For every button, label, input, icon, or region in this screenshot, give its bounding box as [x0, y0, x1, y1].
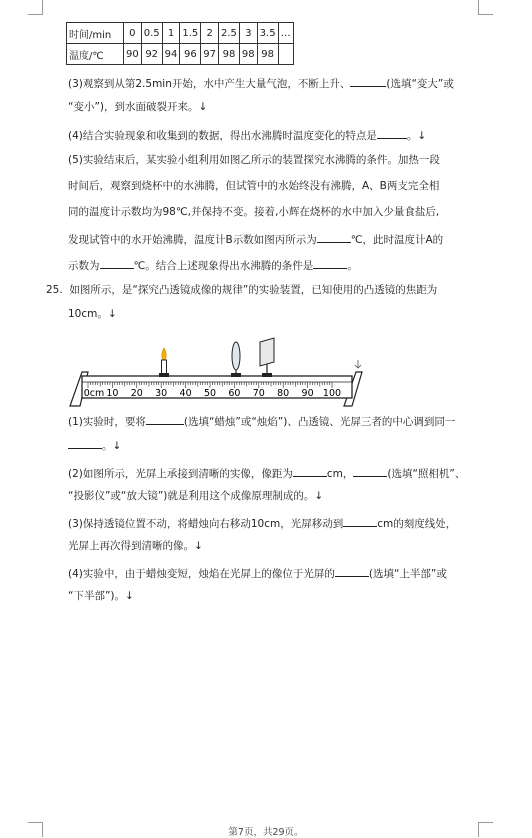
answer-blank[interactable] [353, 464, 387, 477]
q5-line-3: 同的温度计示数均为98℃,并保持不变。接着,小辉在烧杯的水中加入少量食盐后, [68, 206, 440, 218]
table-cell: 90 [124, 44, 142, 65]
answer-blank[interactable] [68, 436, 102, 449]
table-cell: 3 [239, 23, 257, 44]
q25-line-1: 25. 如图所示，是“探究凸透镜成像的规律”的实验装置，已知使用的凸透镜的焦距为 [46, 284, 438, 296]
p1-line-2: 。↓ [68, 436, 121, 454]
answer-blank[interactable] [350, 74, 386, 87]
p2-line-2: “投影仪”或“放大镜”)就是利用这个成像原理制成的。↓ [68, 490, 324, 502]
ruler-label: 30 [155, 388, 168, 399]
p1-line-1: (1)实验时，要将 (选填“蜡烛”或“烛焰”)、凸透镜、光屏三者的中心调到同一 [68, 412, 455, 430]
ruler-label: 60 [228, 388, 241, 399]
row-header-temperature: 温度/℃ [67, 44, 124, 65]
ruler-label: 20 [130, 388, 143, 399]
ruler-label: 10 [106, 388, 119, 399]
table-row [67, 23, 294, 44]
ruler-label: 70 [252, 388, 265, 399]
p4-line-1: (4)实验中，由于蜡烛变短，烛焰在光屏上的像位于光屏的 (选填“上半部”或 [68, 564, 447, 582]
answer-blank[interactable] [293, 464, 327, 477]
answer-blank[interactable] [377, 126, 407, 139]
ruler-label: 80 [277, 388, 290, 399]
candle [159, 348, 169, 377]
q3-line-1: (3)观察到从第2.5min开始，水中产生大量气泡，不断上升、 (选填“变大”或 [68, 74, 454, 92]
optical-bench-diagram [68, 336, 378, 414]
table-cell: 2 [201, 23, 219, 44]
p2-line-1: (2)如图所示，光屏上承接到清晰的实像，像距为 cm， (选填“照相机”、 [68, 464, 465, 482]
ruler-label: 50 [203, 388, 217, 399]
answer-blank[interactable] [313, 256, 347, 269]
q3-line-2: “变小”)，到水面破裂开来。↓ [68, 101, 208, 113]
ruler-label: 0cm [83, 388, 105, 399]
crop-mark-top-left [28, 0, 43, 15]
table-cell: 92 [141, 44, 162, 65]
convex-lens [231, 342, 241, 377]
q5-line-5: 示数为 ℃。结合上述现象得出水沸腾的条件是 。 [68, 256, 358, 274]
table-cell: 98 [219, 44, 240, 65]
answer-blank[interactable] [146, 412, 184, 425]
p3-line-2: 光屏上再次得到清晰的像。↓ [68, 540, 203, 552]
table-cell: 0 [124, 23, 142, 44]
p4-line-2: “下半部”)。↓ [68, 590, 134, 602]
page-footer: 第7页，共29页。 [228, 827, 304, 838]
answer-blank[interactable] [317, 230, 351, 243]
q25-line-2: 10cm。↓ [68, 308, 117, 320]
answer-blank[interactable] [100, 256, 134, 269]
arrow-down-icon [355, 360, 361, 368]
table-cell: 98 [257, 44, 278, 65]
q5-line-4: 发现试管中的水开始沸腾，温度计B示数如图丙所示为 ℃，此时温度计A的 [68, 230, 443, 248]
question-number: 25. [46, 284, 63, 296]
ruler-label: 90 [301, 388, 314, 399]
flame-icon [162, 348, 167, 360]
table-cell [278, 44, 293, 65]
time-temperature-table [66, 22, 294, 65]
table-row [67, 44, 294, 65]
p3-line-1: (3)保持透镜位置不动，将蜡烛向右移动10cm，光屏移动到 cm的刻度线处， [68, 514, 456, 532]
answer-blank[interactable] [343, 514, 377, 527]
q5-line-2: 时间后，观察到烧杯中的水沸腾，但试管中的水始终没有沸腾，A、B两支完全相 [68, 180, 440, 192]
table-cell: 97 [201, 44, 219, 65]
ruler-label: 40 [179, 388, 192, 399]
light-screen [260, 338, 274, 377]
table-cell: … [278, 23, 293, 44]
q4-line: (4)结合实验现象和收集到的数据，得出水沸腾时温度变化的特点是 。↓ [68, 126, 426, 144]
q5-line-1: (5)实验结束后，某实验小组利用如图乙所示的装置探究水沸腾的条件。加热一段 [68, 154, 440, 166]
table-cell: 1 [162, 23, 180, 44]
table-cell: 3.5 [257, 23, 278, 44]
crop-mark-top-right [478, 0, 493, 15]
table-cell: 1.5 [180, 23, 201, 44]
table-cell: 98 [239, 44, 257, 65]
answer-blank[interactable] [335, 564, 369, 577]
table-cell: 94 [162, 44, 180, 65]
table-cell: 96 [180, 44, 201, 65]
table-cell: 0.5 [141, 23, 162, 44]
row-header-time: 时间/min [67, 23, 124, 44]
ruler-label: 100 [322, 388, 342, 399]
table-cell: 2.5 [219, 23, 240, 44]
